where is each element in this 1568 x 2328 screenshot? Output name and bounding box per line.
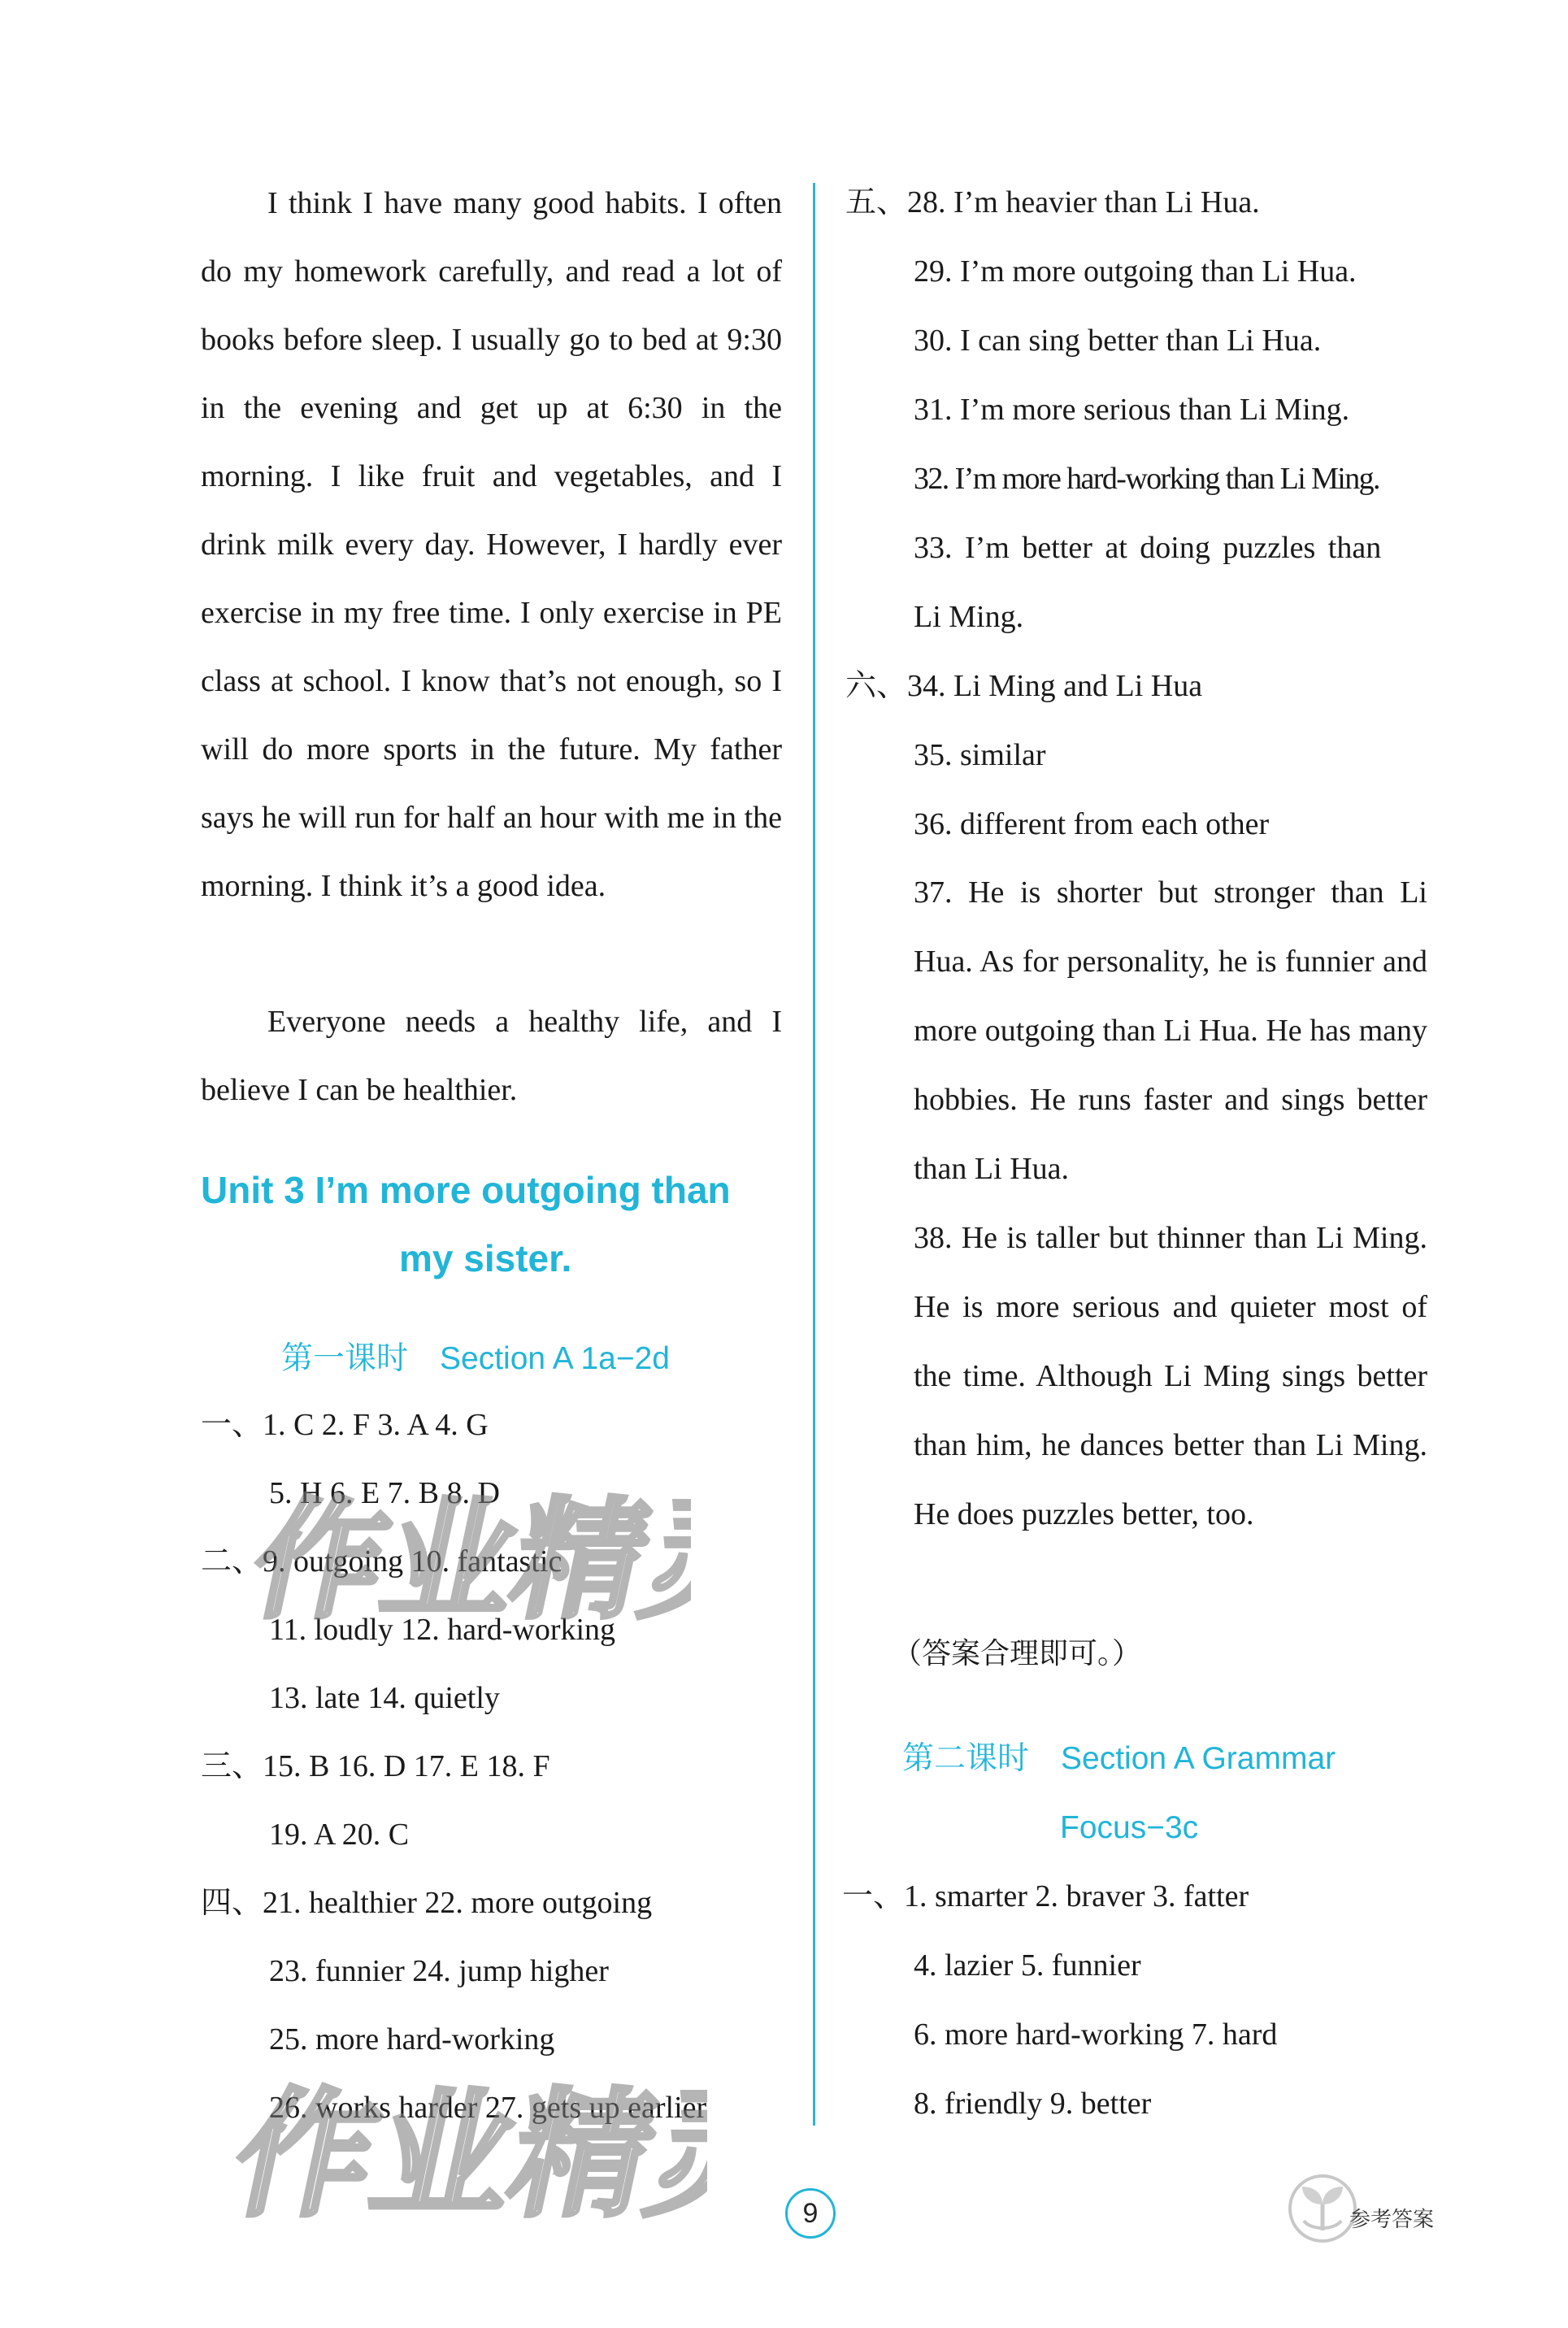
answer-line: 五、28. I’m heavier than Li Hua. — [845, 185, 1260, 219]
answer-38: 38. He is taller but thinner than Li Ming. He is more serious and quieter most of the time. Although Li Ming sings better than him, he dances better than Li Ming. He does puzzles better, too. — [914, 1221, 1427, 1531]
watermark-stamp — [219, 2048, 707, 2243]
answer-line: 26. works harder 27. gets up earlier — [269, 2091, 707, 2125]
section-title-1: 第一课时 Section A 1a−2d — [281, 1341, 670, 1376]
answer-line: 11. loudly 12. hard-working — [269, 1613, 616, 1647]
svg-text:作业精灵: 作业精灵 — [239, 1485, 691, 1637]
svg-text:作业精灵: 作业精灵 — [219, 2074, 707, 2236]
leaf-logo-icon — [1286, 2172, 1359, 2245]
answer-line: 32. I’m more hard-working than Li Ming. — [914, 462, 1379, 496]
essay-paragraph-2: Everyone needs a healthy life, and I believe I can be healthier. — [201, 1005, 782, 1107]
answer-line: 四、21. healthier 22. more outgoing — [201, 1886, 653, 1920]
answer-line: 31. I’m more serious than Li Ming. — [914, 393, 1350, 427]
answer-line: 23. funnier 24. jump higher — [269, 1954, 609, 1988]
essay-paragraph-1: I think I have many good habits. I often do my homework carefully, and read a lot of books before sleep. I usually go to bed at 9:30 in the evening and get up at 6:30 in the morning. I like fruit and vegetables, and I drink milk every day. However, I hardly ever exercise in my free time. I only exercise in PE class at school. I know that’s not enough, so I will do more sports in the future. My father says he will run for half an hour with me in the morning. I think it’s a good idea. — [201, 186, 782, 903]
answer-line: 5. H 6. E 7. B 8. D — [269, 1476, 500, 1510]
answer-line: 8. friendly 9. better — [914, 2087, 1152, 2121]
answer-line: 35. similar — [914, 738, 1046, 772]
unit-title-line-1: Unit 3 I’m more outgoing than — [201, 1169, 731, 1211]
section-title-2-line-1: 第二课时 Section A Grammar — [902, 1741, 1336, 1776]
answer-line: 一、1. C 2. F 3. A 4. G — [201, 1408, 489, 1442]
answer-line: 二、9. outgoing 10. fantastic — [201, 1544, 562, 1579]
answer-line: 6. more hard-working 7. hard — [914, 2017, 1278, 2052]
answer-line: 30. I can sing better than Li Hua. — [914, 324, 1322, 358]
answer-note: （答案合理即可。） — [893, 1637, 1142, 1670]
answer-line: 19. A 20. C — [269, 1818, 410, 1852]
answer-line: 六、34. Li Ming and Li Hua — [845, 669, 1203, 703]
answer-line: 36. different from each other — [914, 807, 1270, 841]
answer-37: 37. He is shorter but stronger than Li Hua. As for personality, he is funnier and more outgoing than Li Hua. He has many hobbies. He runs faster and sings better than Li Hua. — [914, 875, 1427, 1186]
answer-line: 13. late 14. quietly — [269, 1681, 500, 1715]
answer-key-label: 参考答案 — [1349, 2208, 1435, 2232]
answer-line: 4. lazier 5. funnier — [914, 1948, 1141, 1983]
answer-line: 25. more hard-working — [269, 2022, 555, 2057]
unit-title-line-2: my sister. — [399, 1237, 572, 1279]
column-divider — [813, 183, 815, 2126]
answer-line: 三、15. B 16. D 17. E 18. F — [201, 1749, 550, 1783]
answer-line: 29. I’m more outgoing than Li Hua. — [914, 254, 1357, 289]
section-title-2-line-2: Focus−3c — [1060, 1810, 1199, 1845]
answer-line: Li Ming. — [914, 600, 1024, 634]
answer-line: 33. I’m better at doing puzzles than — [914, 531, 1382, 565]
answer-line: 一、1. smarter 2. braver 3. fatter — [842, 1879, 1249, 1913]
page-number: 9 — [785, 2188, 836, 2239]
